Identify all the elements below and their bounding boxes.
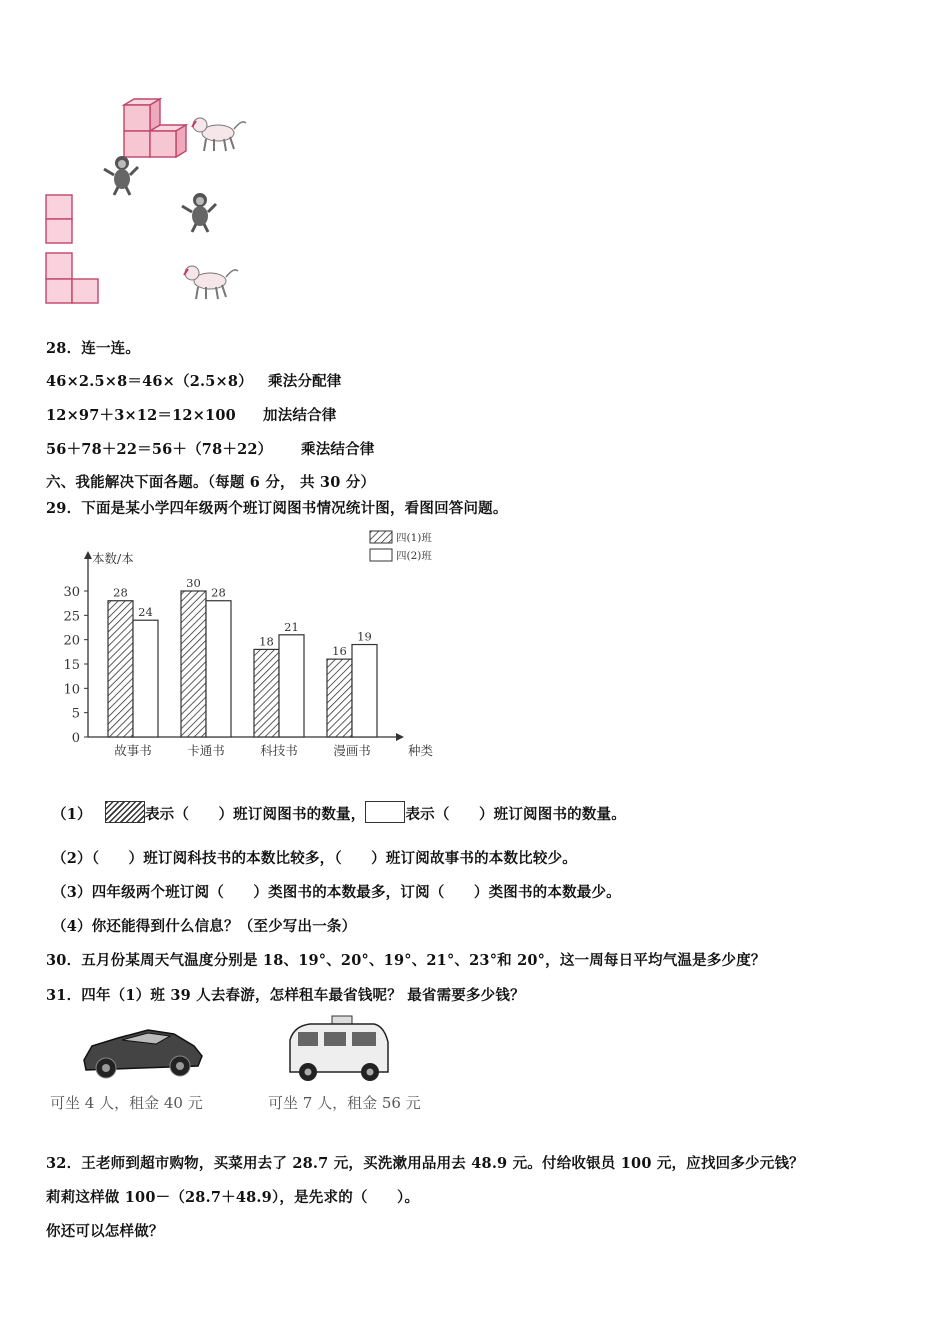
q29-sub3: （3）四年级两个班订阅（ ）类图书的本数最多，订阅（ ）类图书的本数最少。 — [52, 884, 621, 901]
y-tick-label: 10 — [63, 682, 80, 698]
y-tick-label: 15 — [63, 658, 80, 673]
q29-title: 29．下面是某小学四年级两个班订阅图书情况统计图，看图回答问题。 — [46, 500, 508, 517]
white-swatch — [365, 801, 405, 823]
side-view-l-shape — [46, 253, 98, 303]
bar-value-label: 30 — [186, 576, 201, 590]
chart-xlabel: 种类 — [408, 743, 434, 758]
sports-car-icon — [78, 1020, 208, 1082]
chart-bars — [108, 576, 377, 758]
cube-stack-3d — [124, 99, 186, 157]
q29-sub1-end: 表示（ ）班订阅图书的数量。 — [405, 806, 626, 823]
legend-swatch-hatched — [370, 531, 392, 543]
y-tick-label: 30 — [63, 585, 80, 600]
q28-law-1[interactable]: 乘法分配律 — [268, 373, 342, 390]
q29-sub1-middle: 表示（ ）班订阅图书的数量， — [144, 806, 366, 823]
bar-value-label: 28 — [211, 585, 226, 600]
legend-label-2: 四(2)班 — [396, 550, 432, 562]
bar-value-label: 21 — [284, 619, 299, 634]
chart-ylabel: 本数/本 — [92, 551, 134, 566]
q32-line3: 你还可以怎样做？ — [46, 1223, 164, 1240]
q28-law-3[interactable]: 乘法结合律 — [301, 441, 375, 458]
hatched-swatch — [105, 801, 145, 823]
bar — [108, 601, 133, 737]
chart-legend — [370, 531, 432, 562]
legend-label-1: 四(1)班 — [396, 532, 432, 544]
bar — [327, 659, 352, 737]
bar — [133, 620, 158, 737]
q27-figure — [40, 95, 260, 310]
bar — [181, 591, 206, 737]
car-caption: 可坐 4 人，租金 40 元 — [50, 1094, 203, 1112]
y-tick-label: 20 — [63, 633, 80, 649]
dog-icon — [184, 266, 238, 299]
van-icon — [284, 1012, 394, 1084]
section-6-title: 六、我能解决下面各题。（每题 6 分， 共 30 分） — [46, 474, 376, 491]
dog-icon — [192, 118, 246, 151]
legend-swatch-white — [370, 549, 392, 561]
q32-title: 32．王老师到超市购物，买菜用去了 28.7 元，买洗漱用品用去 48.9 元。付给收银员 100 元，应找回多少元钱？ — [46, 1155, 804, 1172]
q29-sub2: （2）（ ）班订阅科技书的本数比较多，（ ）班订阅故事书的本数比较少。 — [52, 850, 577, 867]
bar — [206, 601, 231, 737]
bar — [254, 649, 279, 737]
q28-expr-2: 12×97＋3×12＝12×100 — [46, 407, 236, 424]
y-axis-arrow — [84, 551, 92, 559]
q28-expr-1: 46×2.5×8＝46×（2.5×8） — [46, 373, 253, 390]
q29-sub4: （4）你还能得到什么信息？（至少写出一条） — [52, 918, 357, 935]
front-view-two-squares — [46, 195, 72, 243]
bar — [279, 635, 304, 737]
category-label: 漫画书 — [333, 743, 371, 758]
bar-value-label: 19 — [357, 629, 372, 644]
monkey-icon — [182, 193, 216, 232]
y-tick-label: 5 — [71, 706, 80, 722]
q28-expr-3: 56＋78＋22＝56＋（78＋22） — [46, 441, 273, 458]
q32-line2: 莉莉这样做 100－（28.7＋48.9），是先求的（ ）。 — [46, 1189, 420, 1206]
q29-sub1-prefix: （1） — [52, 806, 92, 823]
bar-chart — [52, 525, 452, 765]
category-label: 卡通书 — [187, 743, 225, 758]
y-tick-label: 25 — [63, 609, 80, 625]
bar-value-label: 24 — [138, 605, 153, 620]
q30-title: 30．五月份某周天气温度分别是 18、19°、20°、19°、21°、23°和 20°，这一周每日平均气温是多少度？ — [46, 952, 766, 969]
monkey-icon — [104, 156, 138, 195]
bar-value-label: 18 — [259, 634, 274, 649]
category-label: 科技书 — [260, 743, 298, 758]
category-label: 故事书 — [114, 743, 152, 758]
y-tick-label: 0 — [71, 731, 80, 746]
van-caption: 可坐 7 人，租金 56 元 — [268, 1094, 421, 1112]
x-axis-arrow — [396, 733, 404, 741]
q29-sub1 — [52, 801, 626, 824]
q31-title: 31．四年（1）班 39 人去春游，怎样租车最省钱呢？ 最省需要多少钱？ — [46, 987, 525, 1004]
q28-law-2[interactable]: 加法结合律 — [263, 407, 337, 424]
bar — [352, 645, 377, 737]
bar-value-label: 28 — [113, 585, 128, 600]
bar-value-label: 16 — [332, 644, 347, 659]
q28-title: 28．连一连。 — [46, 340, 141, 357]
